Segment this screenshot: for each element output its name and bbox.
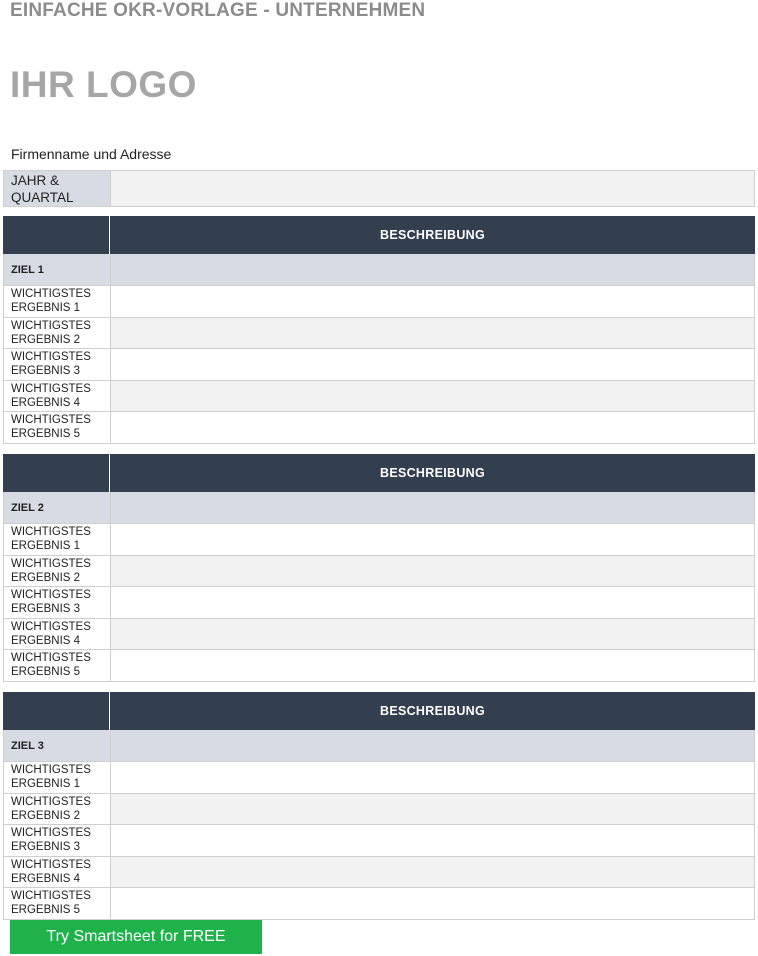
key-result-row: [3, 825, 755, 857]
key-result-label: WICHTIGSTES ERGEBNIS 4: [4, 857, 111, 888]
document-title: EINFACHE OKR-VORLAGE - UNTERNEHMEN: [10, 0, 426, 21]
goal-description-input[interactable]: [111, 492, 754, 523]
key-result-label: WICHTIGSTES ERGEBNIS 2: [4, 556, 111, 587]
description-header: BESCHREIBUNG: [110, 692, 755, 730]
key-result-row: [3, 794, 755, 826]
key-result-input[interactable]: [111, 762, 754, 793]
year-quarter-label: JAHR & QUARTAL: [4, 171, 111, 206]
goal-description-input[interactable]: [111, 254, 754, 285]
key-result-row: [3, 556, 755, 588]
key-result-row: [3, 619, 755, 651]
goal-row: [3, 492, 755, 524]
key-result-input[interactable]: [111, 286, 754, 317]
description-header-row: [3, 454, 755, 492]
key-result-label: WICHTIGSTES ERGEBNIS 4: [4, 381, 111, 412]
key-result-label: WICHTIGSTES ERGEBNIS 2: [4, 318, 111, 349]
key-result-label: WICHTIGSTES ERGEBNIS 4: [4, 619, 111, 650]
key-result-row: [3, 286, 755, 318]
key-result-input[interactable]: [111, 412, 754, 443]
objective-block-3: [3, 692, 755, 920]
key-result-input[interactable]: [111, 619, 754, 650]
year-quarter-input[interactable]: [111, 171, 754, 206]
key-result-label: WICHTIGSTES ERGEBNIS 5: [4, 888, 111, 919]
objective-block-1: [3, 216, 755, 444]
goal-row: [3, 254, 755, 286]
key-result-row: [3, 381, 755, 413]
key-result-input[interactable]: [111, 524, 754, 555]
year-quarter-row: [3, 170, 755, 207]
key-result-label: WICHTIGSTES ERGEBNIS 3: [4, 587, 111, 618]
key-result-input[interactable]: [111, 318, 754, 349]
key-result-label: WICHTIGSTES ERGEBNIS 1: [4, 524, 111, 555]
key-result-input[interactable]: [111, 888, 754, 919]
key-result-row: [3, 650, 755, 682]
description-header-row: [3, 692, 755, 730]
company-name-label: Firmenname und Adresse: [11, 146, 172, 162]
key-result-input[interactable]: [111, 857, 754, 888]
key-result-row: [3, 762, 755, 794]
goal-description-input[interactable]: [111, 730, 754, 761]
key-result-input[interactable]: [111, 349, 754, 380]
key-result-input[interactable]: [111, 587, 754, 618]
key-result-input[interactable]: [111, 381, 754, 412]
goal-label: ZIEL 2: [4, 492, 111, 523]
key-result-label: WICHTIGSTES ERGEBNIS 5: [4, 412, 111, 443]
key-result-row: [3, 888, 755, 920]
key-result-label: WICHTIGSTES ERGEBNIS 1: [4, 762, 111, 793]
key-result-input[interactable]: [111, 825, 754, 856]
description-header: BESCHREIBUNG: [110, 454, 755, 492]
key-result-input[interactable]: [111, 556, 754, 587]
logo-placeholder: IHR LOGO: [10, 64, 197, 105]
key-result-row: [3, 857, 755, 889]
goal-label: ZIEL 3: [4, 730, 111, 761]
key-result-input[interactable]: [111, 650, 754, 681]
try-smartsheet-button[interactable]: Try Smartsheet for FREE: [10, 920, 262, 954]
key-result-row: [3, 412, 755, 444]
key-result-row: [3, 587, 755, 619]
key-result-row: [3, 318, 755, 350]
goal-label: ZIEL 1: [4, 254, 111, 285]
goal-row: [3, 730, 755, 762]
description-header-row: [3, 216, 755, 254]
key-result-row: [3, 524, 755, 556]
key-result-label: WICHTIGSTES ERGEBNIS 3: [4, 349, 111, 380]
key-result-input[interactable]: [111, 794, 754, 825]
key-result-label: WICHTIGSTES ERGEBNIS 1: [4, 286, 111, 317]
key-result-label: WICHTIGSTES ERGEBNIS 2: [4, 794, 111, 825]
key-result-row: [3, 349, 755, 381]
description-header: BESCHREIBUNG: [110, 216, 755, 254]
key-result-label: WICHTIGSTES ERGEBNIS 5: [4, 650, 111, 681]
key-result-label: WICHTIGSTES ERGEBNIS 3: [4, 825, 111, 856]
objective-block-2: [3, 454, 755, 682]
